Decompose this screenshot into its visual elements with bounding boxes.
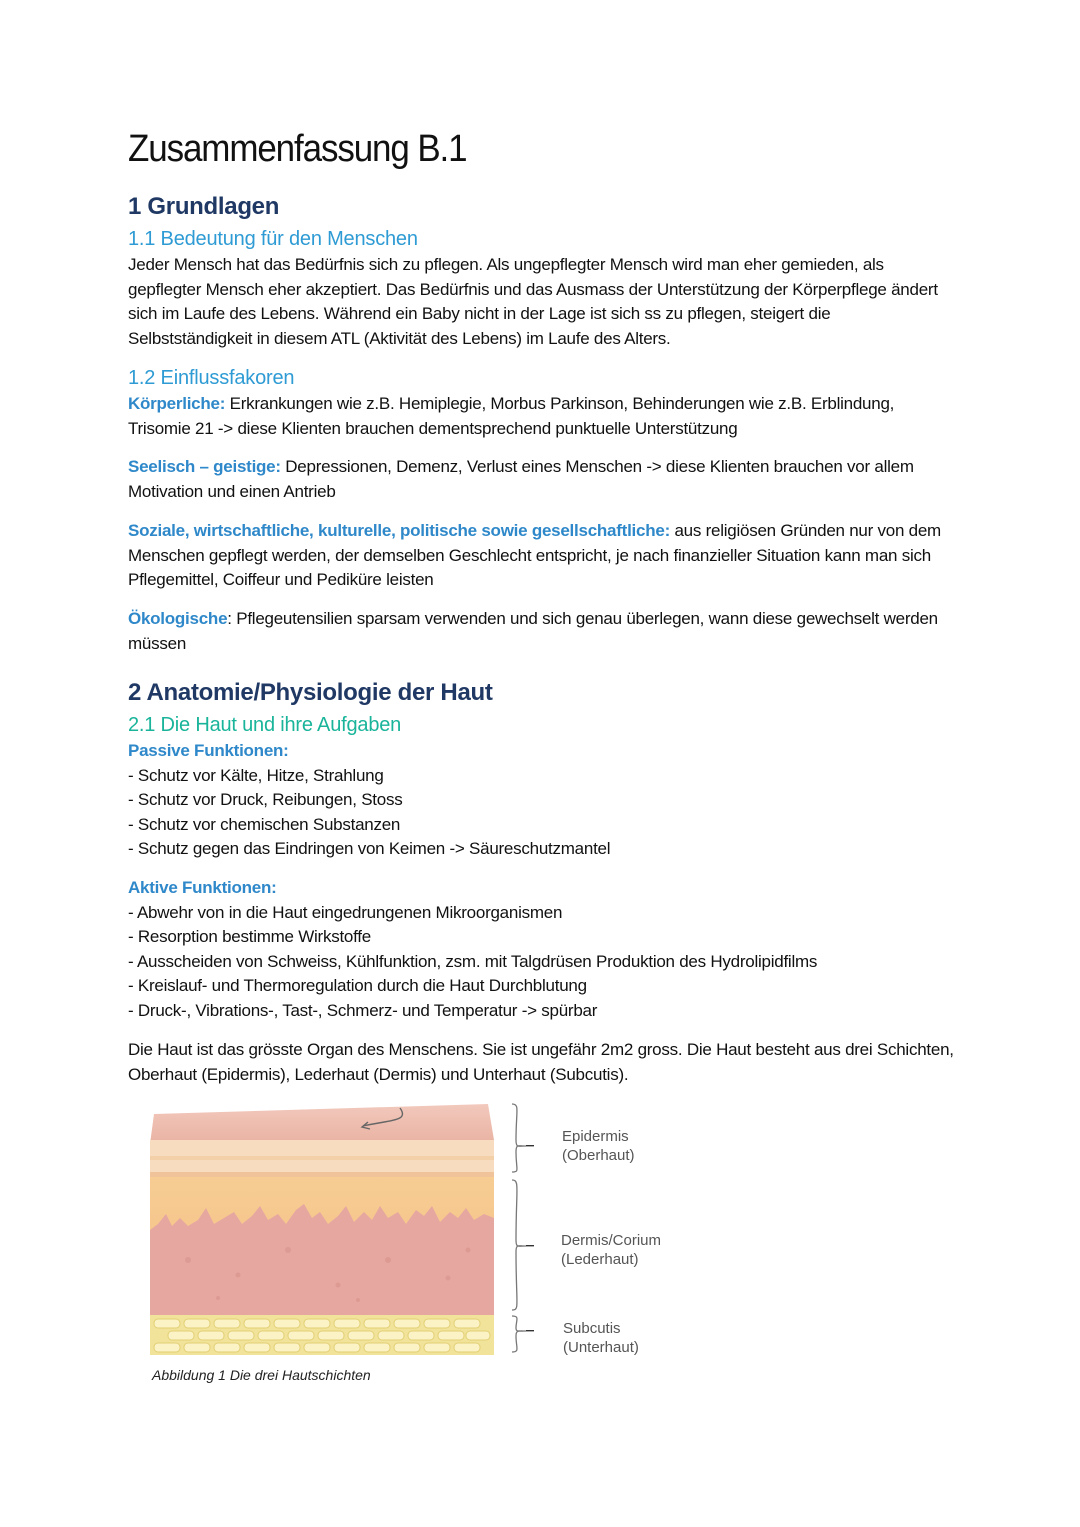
text-line: gepflegter Mensch eher akzeptiert. Das Bedürfnis und das Ausmass der Unterstützung der Körperpflege ändert [128, 279, 938, 299]
text-line: Jeder Mensch hat das Bedürfnis sich zu pflegen. Als ungepflegter Mensch wird man eher gemieden, als [128, 255, 884, 274]
section-1-heading: 1 Grundlagen [128, 193, 280, 220]
list-item: - Schutz vor chemischen Substanzen [128, 814, 401, 834]
dermis-bracket [512, 1180, 526, 1310]
text-line: Oberhaut (Epidermis), Lederhaut (Dermis) und Unterhaut (Subcutis). [128, 1064, 629, 1084]
active-functions [128, 876, 958, 1023]
list-item: - Kreislauf- und Thermoregulation durch die Haut Durchblutung [128, 976, 587, 995]
passive-functions-label: Passive Funktionen: [128, 741, 289, 760]
passive-functions [128, 739, 958, 862]
epidermis-layer [150, 1104, 494, 1144]
list-item: - Druck-, Vibrations-, Tast-, Schmerz- und Temperatur -> spürbar [128, 1000, 598, 1020]
factor-physical [128, 392, 958, 441]
factor-text: Motivation und einen Antrieb [128, 481, 336, 501]
section-1-1-heading: 1.1 Bedeutung für den Menschen [128, 228, 418, 250]
subcutis-bracket [512, 1316, 526, 1352]
factor-text: aus religiösen Gründen nur von dem [669, 521, 941, 540]
factor-text: Pflegemittel, Coiffeur und Pediküre leisten [128, 570, 434, 589]
text-line: Die Haut ist das grösste Organ des Menschens. Sie ist ungefähr 2m2 gross. Die Haut besteht aus drei Schichten, [128, 1040, 954, 1059]
label-line: Dermis/Corium [561, 1232, 662, 1249]
list-item: - Resorption bestimme Wirkstoffe [128, 927, 371, 946]
section-2-heading: 2 Anatomie/Physiologie der Haut [128, 679, 493, 706]
active-functions-label: Aktive Funktionen: [128, 878, 277, 897]
factor-text: müssen [128, 633, 187, 653]
factor-text: Erkrankungen wie z.B. Hemiplegie, Morbus Parkinson, Behinderungen wie z.B. Erblindung, [225, 394, 895, 413]
label-dermis [561, 1231, 661, 1269]
list-item: - Schutz vor Druck, Reibungen, Stoss [128, 790, 403, 809]
list-item: - Abwehr von in die Haut eingedrungenen Mikroorganismen [128, 902, 563, 922]
factor-text: Depressionen, Demenz, Verlust eines Menschen -> diese Klienten brauchen vor allem [280, 457, 914, 476]
factor-label: Soziale, wirtschaftliche, kulturelle, politische sowie gesellschaftliche: [128, 521, 670, 540]
label-subcutis [563, 1319, 639, 1357]
document-title: Zusammenfassung B.1 [128, 128, 467, 170]
list-item: - Ausscheiden von Schweiss, Kühlfunktion, zsm. mit Talgdrüsen Produktion des Hydrolipidfilms [128, 951, 818, 971]
list-item: - Schutz vor Kälte, Hitze, Strahlung [128, 765, 384, 785]
section-1-2-heading: 1.2 Einflussfakoren [128, 367, 295, 389]
label-line: (Lederhaut) [561, 1251, 639, 1268]
factor-mental [128, 455, 958, 504]
factor-ecological [128, 607, 958, 656]
label-line: (Oberhaut) [562, 1147, 635, 1164]
label-line: Epidermis [562, 1128, 629, 1145]
epidermis-bracket [512, 1104, 526, 1172]
skin-summary-paragraph [128, 1038, 958, 1087]
text-line: sich im Laufe des Lebens. Während ein Baby nicht in der Lage ist sich ss zu pflegen, steigert die [128, 304, 831, 323]
figure-caption: Abbildung 1 Die drei Hautschichten [152, 1367, 371, 1383]
section-1-1-paragraph [128, 253, 958, 351]
label-line: Subcutis [563, 1320, 621, 1337]
factor-label: Körperliche: [128, 394, 226, 413]
text-line: Selbstständigkeit in diesem ATL (Aktivität des Lebens) im Laufe des Alters. [128, 328, 671, 348]
list-item: - Schutz gegen das Eindringen von Keimen -> Säureschutzmantel [128, 839, 611, 858]
label-line: (Unterhaut) [563, 1339, 639, 1356]
factor-text: Menschen gepflegt werden, der demselben Geschlecht entspricht, je nach finanzieller Situation kann man sich [128, 545, 931, 565]
factor-label: Seelisch – geistige: [128, 457, 281, 476]
dermal-papillae [150, 1204, 494, 1315]
factor-text: Trisomie 21 -> diese Klienten brauchen dementsprechend punktuelle Unterstützung [128, 418, 738, 438]
factor-label: Ökologische [128, 609, 228, 628]
label-epidermis [562, 1127, 635, 1165]
factor-text: : Pflegeutensilien sparsam verwenden und sich genau überlegen, wann diese gewechselt werden [227, 609, 938, 628]
section-2-1-heading: 2.1 Die Haut und ihre Aufgaben [128, 714, 402, 736]
factor-social [128, 519, 958, 593]
